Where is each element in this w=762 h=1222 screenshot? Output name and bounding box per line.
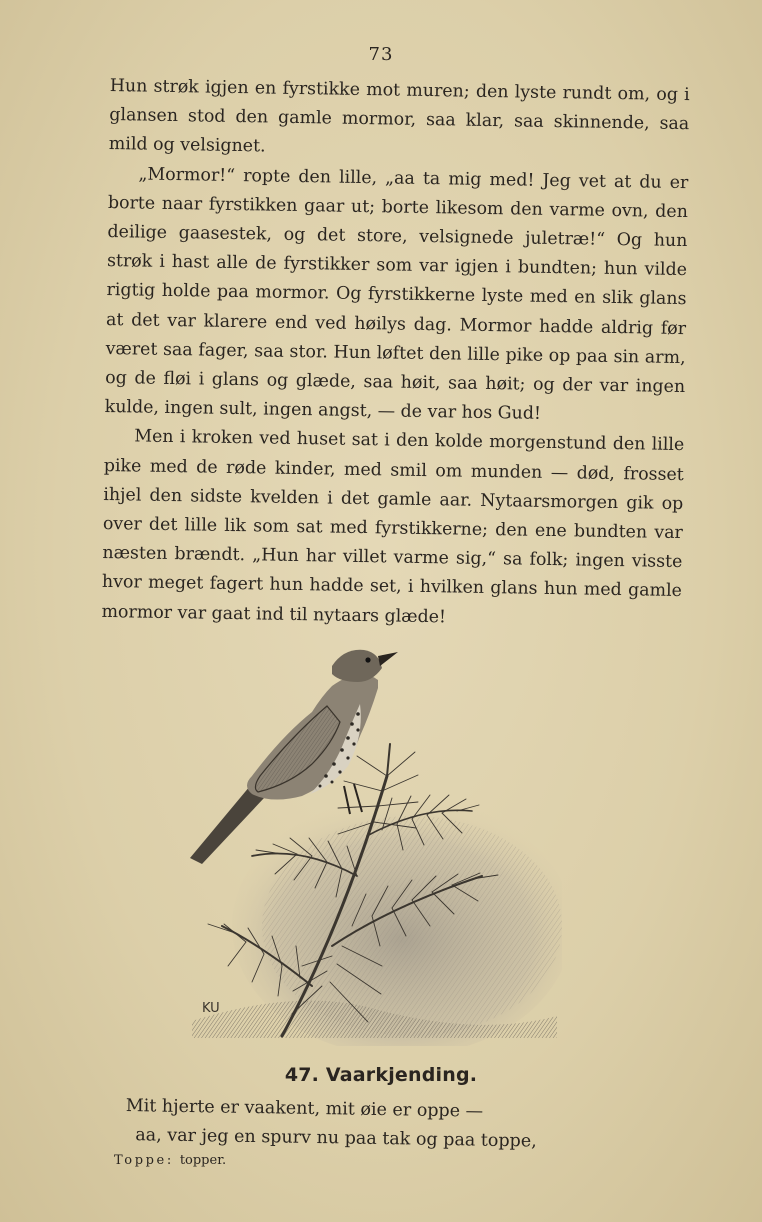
story-paragraph: Hun strøk igjen en fyrstikke mot muren; den lyste rundt om, og i glansen stod den gamle mormor, saa klar, saa skinnende, saa mild og velsignet. [108, 75, 690, 157]
story-paragraph: Men i kroken ved huset sat i den kolde morgenstund den lille pike med de røde kinder, med smil om munden — død, frosset ihjel den sidste kvelden i det gamle aar. Nytaarsmorgen gik op over det lille lik som sat med fyrstikkerne; den ene bundten var næsten brændt. „Hun har villet varme sig,“ sa folk; ingen visste hvor meget fagert hun hadde set, i hvilken glans hun med gamle mormor var gaat ind til nytaars glæde! [101, 426, 685, 628]
bird-eye [365, 657, 370, 662]
thrush-illustration [182, 626, 562, 1046]
illustration-signature: KU [202, 1001, 220, 1016]
bird-tail [190, 786, 264, 864]
bird-beak [378, 652, 398, 666]
page-number: 73 [368, 44, 394, 65]
poem-title: 47. Vaarkjending. [284, 1064, 478, 1086]
story-text [101, 72, 690, 636]
footnote [114, 1153, 226, 1168]
poem-line: Mit hjerte er vaakent, mit øie er oppe — [125, 1095, 484, 1122]
story-paragraph: „Mormor!“ ropte den lille, „aa ta mig med! Jeg vet at du er borte naar fyrstikken gaar ut; borte likesom den varme ovn, den deilige gaasestek, og det store, velsignede juletræ!“ Og hun strøk i hast alle de fyrstikker som var igjen i bundten; hun vilde rigtig holde paa mormor. Og fyrstikkerne lyste med en slik glans at det var klarere end ved høilys dag. Mormor hadde aldrig før været saa fager, saa stor. Hun løftet den lille pike op paa sin arm, og de fløi i glans og glæde, saa høit, saa høit; og der var ingen kulde, ingen sult, ingen angst, — de var hos Gud! [104, 164, 689, 425]
footnote-definition: topper. [179, 1153, 227, 1168]
bird-head [332, 650, 382, 682]
footnote-term: Toppe: [114, 1153, 174, 1168]
poem-line: aa, var jeg en spurv nu paa tak og paa toppe, [135, 1125, 537, 1152]
poem [125, 1092, 646, 1158]
